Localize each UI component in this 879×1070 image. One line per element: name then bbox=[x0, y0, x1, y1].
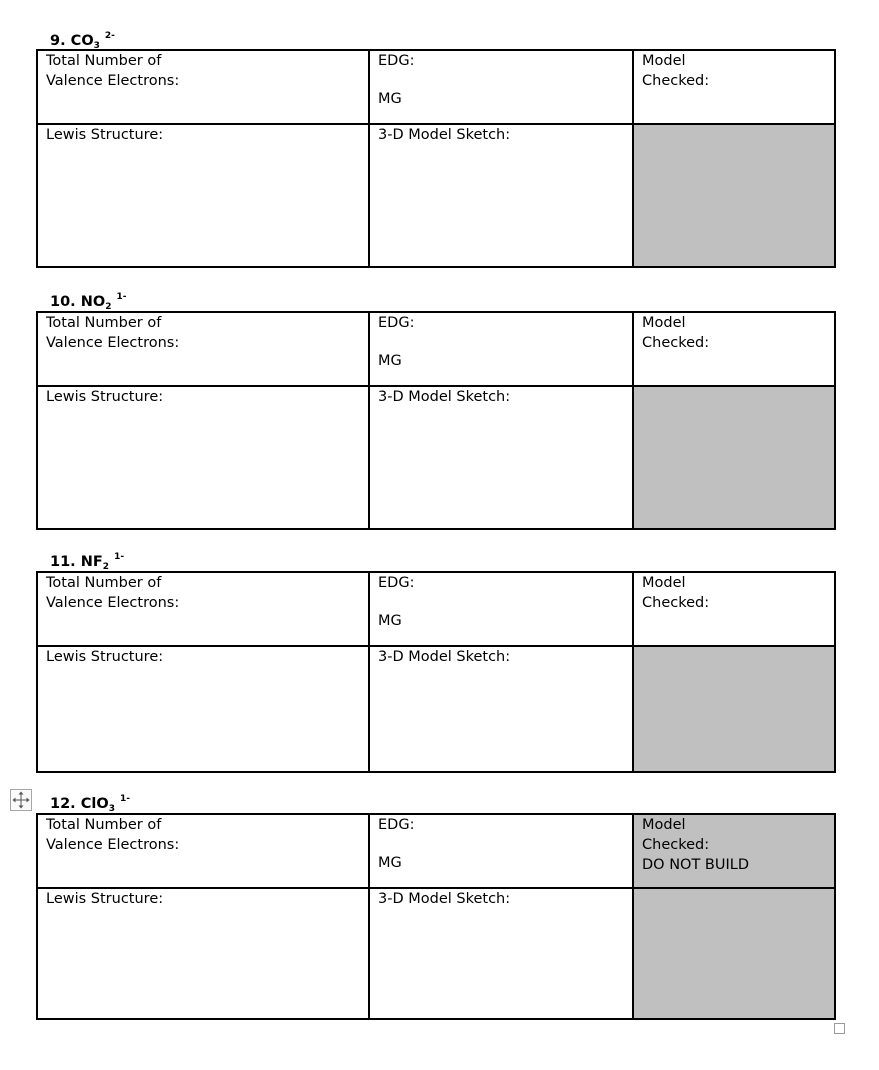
model-sketch-cell[interactable] bbox=[369, 124, 633, 267]
shaded-cell bbox=[633, 386, 835, 529]
model-sketch-cell[interactable] bbox=[369, 888, 633, 1019]
formula-subscript: 2 bbox=[105, 302, 112, 312]
shaded-cell bbox=[633, 646, 835, 772]
lewis-structure-label: Lewis Structure: bbox=[46, 127, 164, 143]
formula: ClO bbox=[80, 796, 109, 812]
lewis-structure-cell[interactable] bbox=[37, 888, 369, 1019]
problem-table-10 bbox=[36, 311, 834, 530]
edg-cell[interactable] bbox=[369, 572, 633, 646]
valence-electrons-cell[interactable] bbox=[37, 312, 369, 386]
move-arrows-icon[interactable] bbox=[10, 789, 32, 811]
lewis-structure-cell[interactable] bbox=[37, 646, 369, 772]
model-checked-cell[interactable] bbox=[633, 312, 835, 386]
lewis-structure-label: Lewis Structure: bbox=[46, 389, 164, 405]
model-checked-label: Model Checked: bbox=[642, 575, 710, 611]
edg-label: EDG: bbox=[378, 53, 415, 69]
mg-label: MG bbox=[378, 353, 402, 369]
resize-square-icon[interactable] bbox=[834, 1023, 845, 1034]
formula: NF bbox=[80, 554, 103, 570]
problem-number: 10. bbox=[50, 294, 76, 310]
valence-electrons-cell[interactable] bbox=[37, 814, 369, 888]
model-sketch-label: 3-D Model Sketch: bbox=[378, 389, 511, 405]
formula-subscript: 3 bbox=[108, 804, 115, 814]
problem-heading bbox=[50, 32, 115, 50]
ion-charge: 1- bbox=[114, 552, 125, 562]
mg-label: MG bbox=[378, 855, 402, 871]
ion-charge: 2- bbox=[104, 31, 115, 41]
mg-label: MG bbox=[378, 91, 402, 107]
formula: CO bbox=[70, 33, 94, 49]
model-sketch-cell[interactable] bbox=[369, 646, 633, 772]
model-sketch-label: 3-D Model Sketch: bbox=[378, 649, 511, 665]
shaded-cell bbox=[633, 888, 835, 1019]
problem-heading bbox=[50, 293, 126, 311]
formula-subscript: 3 bbox=[93, 41, 100, 51]
model-checked-cell[interactable] bbox=[633, 572, 835, 646]
valence-electrons-label: Total Number of Valence Electrons: bbox=[46, 817, 180, 853]
formula: NO bbox=[80, 294, 106, 310]
valence-electrons-label: Total Number of Valence Electrons: bbox=[46, 53, 180, 89]
problem-table-9 bbox=[36, 49, 834, 268]
edg-label: EDG: bbox=[378, 575, 415, 591]
model-checked-cell[interactable] bbox=[633, 814, 835, 888]
ion-charge: 1- bbox=[119, 794, 130, 804]
edg-cell[interactable] bbox=[369, 312, 633, 386]
problem-heading bbox=[50, 553, 124, 571]
ion-charge: 1- bbox=[116, 292, 127, 302]
problem-table-12 bbox=[36, 813, 834, 1020]
model-sketch-cell[interactable] bbox=[369, 386, 633, 529]
valence-electrons-cell[interactable] bbox=[37, 50, 369, 124]
mg-label: MG bbox=[378, 613, 402, 629]
valence-electrons-label: Total Number of Valence Electrons: bbox=[46, 575, 180, 611]
valence-electrons-cell[interactable] bbox=[37, 572, 369, 646]
problem-number: 12. bbox=[50, 796, 76, 812]
model-sketch-label: 3-D Model Sketch: bbox=[378, 127, 511, 143]
model-sketch-label: 3-D Model Sketch: bbox=[378, 891, 511, 907]
problem-number: 9. bbox=[50, 33, 66, 49]
edg-cell[interactable] bbox=[369, 814, 633, 888]
move-arrows-icon bbox=[11, 790, 31, 810]
problem-number: 11. bbox=[50, 554, 76, 570]
problem-heading bbox=[50, 795, 130, 813]
do-not-build-note: DO NOT BUILD bbox=[642, 857, 749, 873]
formula-subscript: 2 bbox=[102, 562, 110, 572]
model-checked-label: Model Checked: bbox=[642, 53, 710, 89]
problem-table-11 bbox=[36, 571, 834, 773]
edg-label: EDG: bbox=[378, 315, 415, 331]
edg-label: EDG: bbox=[378, 817, 415, 833]
model-checked-label: Model Checked: bbox=[642, 315, 710, 351]
valence-electrons-label: Total Number of Valence Electrons: bbox=[46, 315, 180, 351]
lewis-structure-label: Lewis Structure: bbox=[46, 891, 164, 907]
model-checked-cell[interactable] bbox=[633, 50, 835, 124]
shaded-cell bbox=[633, 124, 835, 267]
lewis-structure-cell[interactable] bbox=[37, 124, 369, 267]
edg-cell[interactable] bbox=[369, 50, 633, 124]
lewis-structure-cell[interactable] bbox=[37, 386, 369, 529]
lewis-structure-label: Lewis Structure: bbox=[46, 649, 164, 665]
model-checked-label: Model Checked: bbox=[642, 817, 710, 853]
